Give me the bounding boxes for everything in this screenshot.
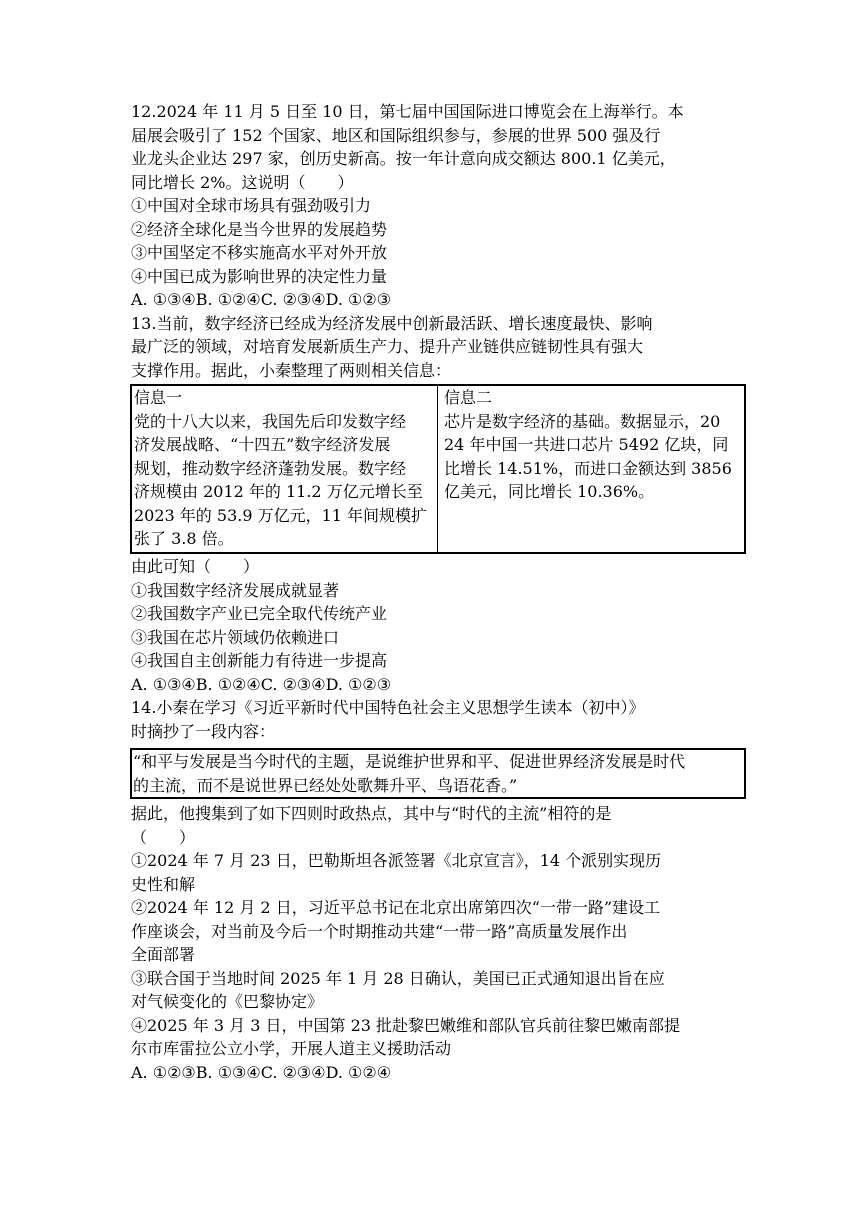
info-table <box>130 384 746 554</box>
question-14-option: ①2024 年 7 月 23 日，巴勒斯坦各派签署《北京宣言》，14 个派别实现历 <box>131 851 662 870</box>
question-14-option: ④2025 年 3 月 3 日，中国第 23 批赴黎巴嫩维和部队官兵前往黎巴嫩南部提 <box>131 1015 681 1035</box>
info-one-cell <box>132 386 438 552</box>
info-two-text: 亿美元，同比增长 10.36%。 <box>444 482 655 501</box>
question-14-after-line: （ ） <box>131 827 196 847</box>
question-12-option: ①中国对全球市场具有强劲吸引力 <box>131 196 372 215</box>
question-12-option: ③中国坚定不移实施高水平对外开放 <box>131 243 388 262</box>
question-14-option: 尔市库雷拉公立小学，开展人道主义援助活动 <box>131 1039 452 1058</box>
question-13 <box>131 312 753 697</box>
question-12-option: ②经济全球化是当今世界的发展趋势 <box>131 219 388 239</box>
question-13-stem-line: 13.当前，数字经济已经成为经济发展中创新最活跃、增长速度最快、影响 <box>131 313 653 333</box>
question-13-option: ②我国数字产业已完全取代传统产业 <box>131 604 388 623</box>
info-one-text: 济规模由 2012 年的 11.2 万亿元增长至 <box>134 482 423 501</box>
question-12-stem-line: 同比增长 2%。这说明（ ） <box>131 172 354 192</box>
quote-box <box>130 748 746 799</box>
question-12-stem-line: 届展会吸引了 152 个国家、地区和国际组织参与，参展的世界 500 强及行 <box>131 125 661 145</box>
question-12 <box>131 100 753 312</box>
question-13-option: ③我国在芯片领域仍依赖进口 <box>131 627 340 647</box>
info-two-cell <box>438 386 744 552</box>
question-13-option: ①我国数字经济发展成就显著 <box>131 580 340 600</box>
question-13-conclusion: 由此可知（ ） <box>131 557 260 576</box>
question-14-option: 全面部署 <box>131 945 196 964</box>
quote-line: “和平与发展是当今时代的主题，是说维护世界和平、促进世界经济发展是时代 <box>133 752 686 771</box>
question-14-after-line: 据此，他搜集到了如下四则时政热点，其中与“时代的主流”相符的是 <box>131 804 612 823</box>
question-12-answer-choices: A. ①③④B. ①②④C. ②③④D. ①②③ <box>131 290 392 309</box>
question-12-option: ④中国已成为影响世界的决定性力量 <box>131 266 388 286</box>
question-14 <box>131 696 753 1084</box>
question-12-stem-line: 业龙头企业达 297 家，创历史新高。按一年计意向成交额达 800.1 亿美元， <box>131 149 676 168</box>
quote-line: 的主流，而不是说世界已经处处歌舞升平、鸟语花香。” <box>133 775 518 795</box>
info-one-text: 党的十八大以来，我国先后印发数字经 <box>134 411 407 431</box>
question-14-option: 对气候变化的《巴黎协定》 <box>131 992 324 1011</box>
question-13-option: ④我国自主创新能力有待进一步提高 <box>131 651 388 670</box>
question-13-answer-choices: A. ①③④B. ①②④C. ②③④D. ①②③ <box>131 674 392 694</box>
exam-page <box>131 100 753 1084</box>
question-12-stem-line: 12.2024 年 11 月 5 日至 10 日，第七届中国国际进口博览会在上海举行。本 <box>131 102 684 121</box>
info-two-text: 24 年中国一共进口芯片 5492 亿块，同 <box>444 435 729 454</box>
info-one-text: 张了 3.8 倍。 <box>134 529 234 548</box>
question-14-stem-line: 时摘抄了一段内容： <box>131 721 276 741</box>
info-one-title: 信息一 <box>134 388 183 407</box>
question-13-stem-line: 最广泛的领域，对培育发展新质生产力、提升产业链供应链韧性具有强大 <box>131 337 644 356</box>
info-one-text: 济发展战略、“十四五”数字经济发展 <box>134 435 391 454</box>
info-two-text: 芯片是数字经济的基础。数据显示，20 <box>444 411 721 431</box>
question-14-option: 史性和解 <box>131 874 196 894</box>
info-one-text: 2023 年的 53.9 万亿元，11 年间规模扩 <box>134 505 428 525</box>
question-14-option: 作座谈会，对当前及今后一个时期推动共建“一带一路”高质量发展作出 <box>131 921 628 941</box>
question-14-option: ②2024 年 12 月 2 日，习近平总书记在北京出席第四次“一带一路”建设工 <box>131 898 661 917</box>
info-two-title: 信息二 <box>444 388 493 407</box>
question-13-stem-line: 支撑作用。据此，小秦整理了两则相关信息： <box>131 360 452 380</box>
question-14-answer-choices: A. ①②③B. ①③④C. ②③④D. ①②④ <box>131 1062 392 1082</box>
question-14-stem-line: 14.小秦在学习《习近平新时代中国特色社会主义思想学生读本（初中）》 <box>131 698 645 717</box>
question-14-option: ③联合国于当地时间 2025 年 1 月 28 日确认，美国已正式通知退出旨在应 <box>131 968 665 988</box>
info-one-text: 规划，推动数字经济蓬勃发展。数字经 <box>134 458 407 478</box>
info-two-text: 比增长 14.51%，而进口金额达到 3856 <box>444 458 732 478</box>
